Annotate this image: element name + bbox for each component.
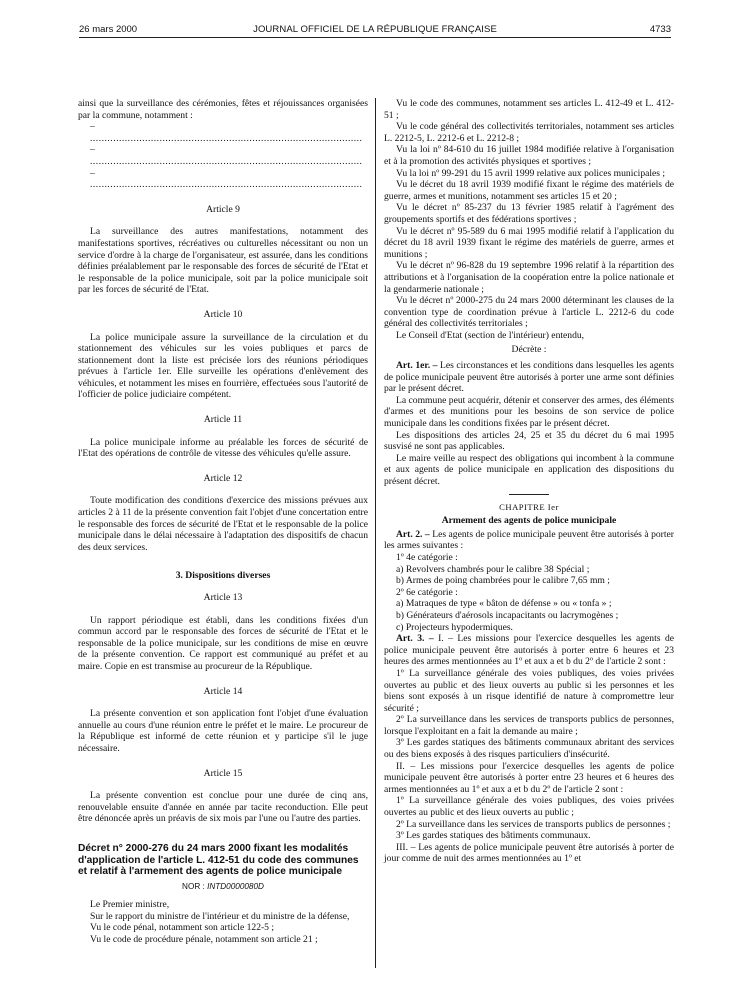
chapter-title: Armement des agents de police municipale (441, 515, 617, 527)
article-heading: Article 12 (203, 472, 243, 484)
article-text: La surveillance des autres manifestations, notamment des manifestations sportives, récréatives ou culturelles nécessitant ou non un service d'ordre à la charge de l'organisateur, est assurée, dans les conditions définies préalablement par le responsable des forces de sécurité de l'Etat et le responsable de la police municipale, soit par la police municipale soit par les forces de sécurité de l'Etat. (78, 226, 368, 296)
article-heading: Article 14 (203, 685, 243, 697)
decree-paragraph: Vu le code de procédure pénale, notamment son article 21 ; (90, 934, 318, 946)
dotted-item: – .............................................................................................. (90, 167, 363, 191)
article-1-text: Les circonstances et les conditions dans lesquelles les agents de police municipale peuvent être autorisés à porter une arme sont définies par le présent décret. (384, 360, 674, 395)
right-column (384, 98, 674, 865)
list-item: b) Armes de poing chambrées pour le calibre 7,65 mm ; (396, 575, 610, 587)
article-2-paragraph (384, 529, 674, 552)
decree-paragraph: Sur le rapport du ministre de l'intérieur et du ministre de la défense, (90, 910, 350, 922)
visa-paragraph: Vu la loi nº 84-610 du 16 juillet 1984 modifiée relative à l'organisation et à la promotion des activités physiques et sportives ; (384, 144, 674, 167)
article-1-label: Art. 1er. – (396, 360, 438, 372)
article-text: La police municipale informe au préalable les forces de sécurité de l'Etat des opérations de contrôle de vitesse des véhicules qu'elle assure. (78, 436, 368, 460)
article-heading: Article 9 (206, 203, 240, 215)
article-paragraph: 2º La surveillance dans les services de transports publics de personnes, lorsque l'exploitant en a fait la demande au maire ; (384, 714, 674, 737)
nor-code: INTD0000080D (207, 881, 264, 891)
visa-paragraph: Vu le décret du 18 avril 1939 modifié fixant le régime des matériels de guerre, armes et munitions, notamment ses articles 15 et 20 ; (384, 179, 674, 202)
article-text: La présente convention et son application font l'objet d'une évaluation annuelle au cours d'une réunion entre le préfet et le maire. Le procureur de la République est informé de cette réunion et y participe s'il le juge nécessaire. (78, 708, 368, 754)
visa-paragraph: Vu le code des communes, notamment ses articles L. 412-49 et L. 412-51 ; (384, 98, 674, 121)
article-heading: Article 10 (203, 308, 243, 320)
article-heading: Article 11 (203, 414, 243, 426)
article-paragraph: Le maire veille au respect des obligations qui incombent à la commune et aux agents de police municipale en application des dispositions du présent décret. (384, 452, 674, 487)
list-item: a) Revolvers chambrés pour le calibre 38 Spécial ; (396, 563, 590, 575)
article-1-paragraph (384, 360, 674, 395)
left-column (78, 98, 368, 946)
article-paragraph: II. – Les missions pour l'exercice desquelles les agents de police municipale peuvent être autorisés à porter entre 23 heures et 6 heures des armes mentionnées au 1º et aux a et b du 2º de l'article 2 sont : (384, 760, 674, 795)
list-item: 1º 4e catégorie : (396, 551, 458, 563)
nor-label: NOR : (182, 881, 205, 891)
list-item: b) Générateurs d'aérosols incapacitants ou lacrymogènes ; (396, 609, 619, 621)
article-text: La présente convention est conclue pour une durée de cinq ans, renouvelable ensuite d'année en année par tacite reconduction. Elle peut être dénoncée après un préavis de six mois par l'une ou l'autre des parties. (78, 790, 368, 825)
dotted-item: – .............................................................................................. (90, 121, 363, 144)
article-3-text: I. – Les missions pour l'exercice desquelles les agents de police municipale peuvent être autorisés à porter entre 6 heures et 23 heures des armes mentionnées au 1º et aux a et b du 2º de l'article 2 sont : (384, 633, 674, 668)
article-text: La police municipale assure la surveillance de la circulation et du stationnement des véhicules sur les voies publiques et parcs de stationnement dont la liste est précisée lors des réunions périodiques prévues à l'article 1er. Elle surveille les opérations d'enlèvement des véhicules, et notamment les mises en fourrière, effectuées sous l'autorité de l'officier de police judiciaire compétent. (78, 331, 368, 401)
intro-paragraph: ainsi que la surveillance des cérémonies, fêtes et réjouissances organisées par la commune, notamment : (78, 98, 368, 121)
header-rule (79, 37, 671, 38)
decree-paragraph: Vu le code pénal, notamment son article 122-5 ; (90, 922, 275, 934)
article-paragraph: Les dispositions des articles 24, 25 et 35 du décret du 6 mai 1995 susvisé ne sont pas applicables. (384, 429, 674, 453)
decree-paragraph: Le Premier ministre, (90, 899, 170, 911)
visa-paragraph: Le Conseil d'Etat (section de l'intérieur) entendu, (396, 329, 585, 341)
decree-title: Décret n° 2000-276 du 24 mars 2000 fixant les modalités d'application de l'article L. 412-51 du code des communes et relatif à l'armement des agents de police municipale (78, 842, 359, 878)
article-text: Un rapport périodique est établi, dans les conditions fixées d'un commun accord par le responsable des forces de sécurité de l'Etat et le responsable de la police municipale, sur les conditions de mise en œuvre de la présente convention. Ce rapport est communiqué au préfet et au maire. Copie en est transmise au procureur de la République. (78, 614, 368, 672)
visa-paragraph: Vu le décret nº 85-237 du 13 février 1985 relatif à l'agrément des groupements sportifs et des fédérations sportives ; (384, 202, 674, 225)
article-paragraph: 3º Les gardes statiques des bâtiments communaux abritant des services ou des biens exposés à des risques particuliers d'insécurité. (384, 737, 674, 761)
header-journal-title: JOURNAL OFFICIEL DE LA RÉPUBLIQUE FRANÇAISE (253, 24, 497, 35)
nor-reference (78, 881, 368, 893)
article-3-label: Art. 3. – (396, 633, 434, 645)
header-page-number: 4733 (649, 24, 671, 35)
visa-paragraph: Vu la loi nº 99-291 du 15 avril 1999 relative aux polices municipales ; (396, 167, 666, 179)
visa-paragraph: Vu le décret nº 2000-275 du 24 mars 2000 déterminant les clauses de la convention type de coordination prévue à l'article L. 2212-6 du code général des collectivités territoriales ; (384, 295, 674, 330)
article-3-paragraph (384, 633, 674, 668)
article-heading: Article 15 (203, 767, 243, 779)
article-2-label: Art. 2. – (396, 528, 430, 540)
decrete-heading: Décrète : (511, 344, 547, 356)
column-divider (375, 98, 376, 968)
chapter-rule (509, 494, 549, 495)
chapter-number: CHAPITRE Ier (499, 501, 559, 512)
list-item: a) Matraques de type « bâton de défense » ou « tonfa » ; (396, 598, 612, 610)
article-paragraph: 3º Les gardes statiques des bâtiments communaux. (396, 830, 591, 842)
visa-paragraph: Vu le code général des collectivités territoriales, notamment ses articles L. 2212-5, L. 2212-6 et L. 2212-8 ; (384, 121, 674, 144)
article-paragraph: La commune peut acquérir, détenir et conserver des armes, des éléments d'armes et des munitions pour les besoins de son service de police municipale dans les conditions fixées par le présent décret. (384, 394, 674, 430)
visa-paragraph: Vu le décret nº 96-828 du 19 septembre 1996 relatif à la répartition des attributions et à l'organisation de la coopération entre la police nationale et la gendarmerie nationale ; (384, 260, 674, 295)
header-date: 26 mars 2000 (79, 24, 138, 35)
article-paragraph: 1º La surveillance générale des voies publiques, des voies privées ouvertes au public et des lieux ouverts au public ; (384, 795, 674, 819)
article-paragraph: III. – Les agents de police municipale peuvent être autorisés à porter de jour comme de nuit des armes mentionnées au 1º et (384, 841, 674, 865)
article-paragraph: 1º La surveillance générale des voies publiques, des voies privées ouvertes au public et des lieux ouverts au public si les personnes et les biens sont exposés à un risque identifié de nature à compromettre leur sécurité ; (384, 667, 674, 714)
article-paragraph: 2º La surveillance dans les services de transports publics de personnes ; (396, 818, 671, 830)
section-heading: 3. Dispositions diverses (175, 570, 271, 582)
list-item: 2º 6e catégorie : (396, 586, 458, 598)
article-2-text: Les agents de police municipale peuvent être autorisés à porter les armes suivantes : (384, 528, 674, 552)
visa-paragraph: Vu le décret nº 95-589 du 6 mai 1995 modifié relatif à l'application du décret du 18 avril 1939 fixant le régime des matériels de guerre, armes et munitions ; (384, 225, 674, 260)
article-heading: Article 13 (203, 592, 243, 603)
article-text: Toute modification des conditions d'exercice des missions prévues aux articles 2 à 11 de la présente convention fait l'objet d'une concertation entre le responsable des forces de sécurité de l'Etat et le responsable de la police municipale dans le délai nécessaire à l'adaptation des dispositifs de chacun des deux services. (78, 495, 368, 553)
dotted-item: – .............................................................................................. (90, 144, 363, 167)
list-item: c) Projecteurs hypodermiques. (396, 621, 513, 633)
